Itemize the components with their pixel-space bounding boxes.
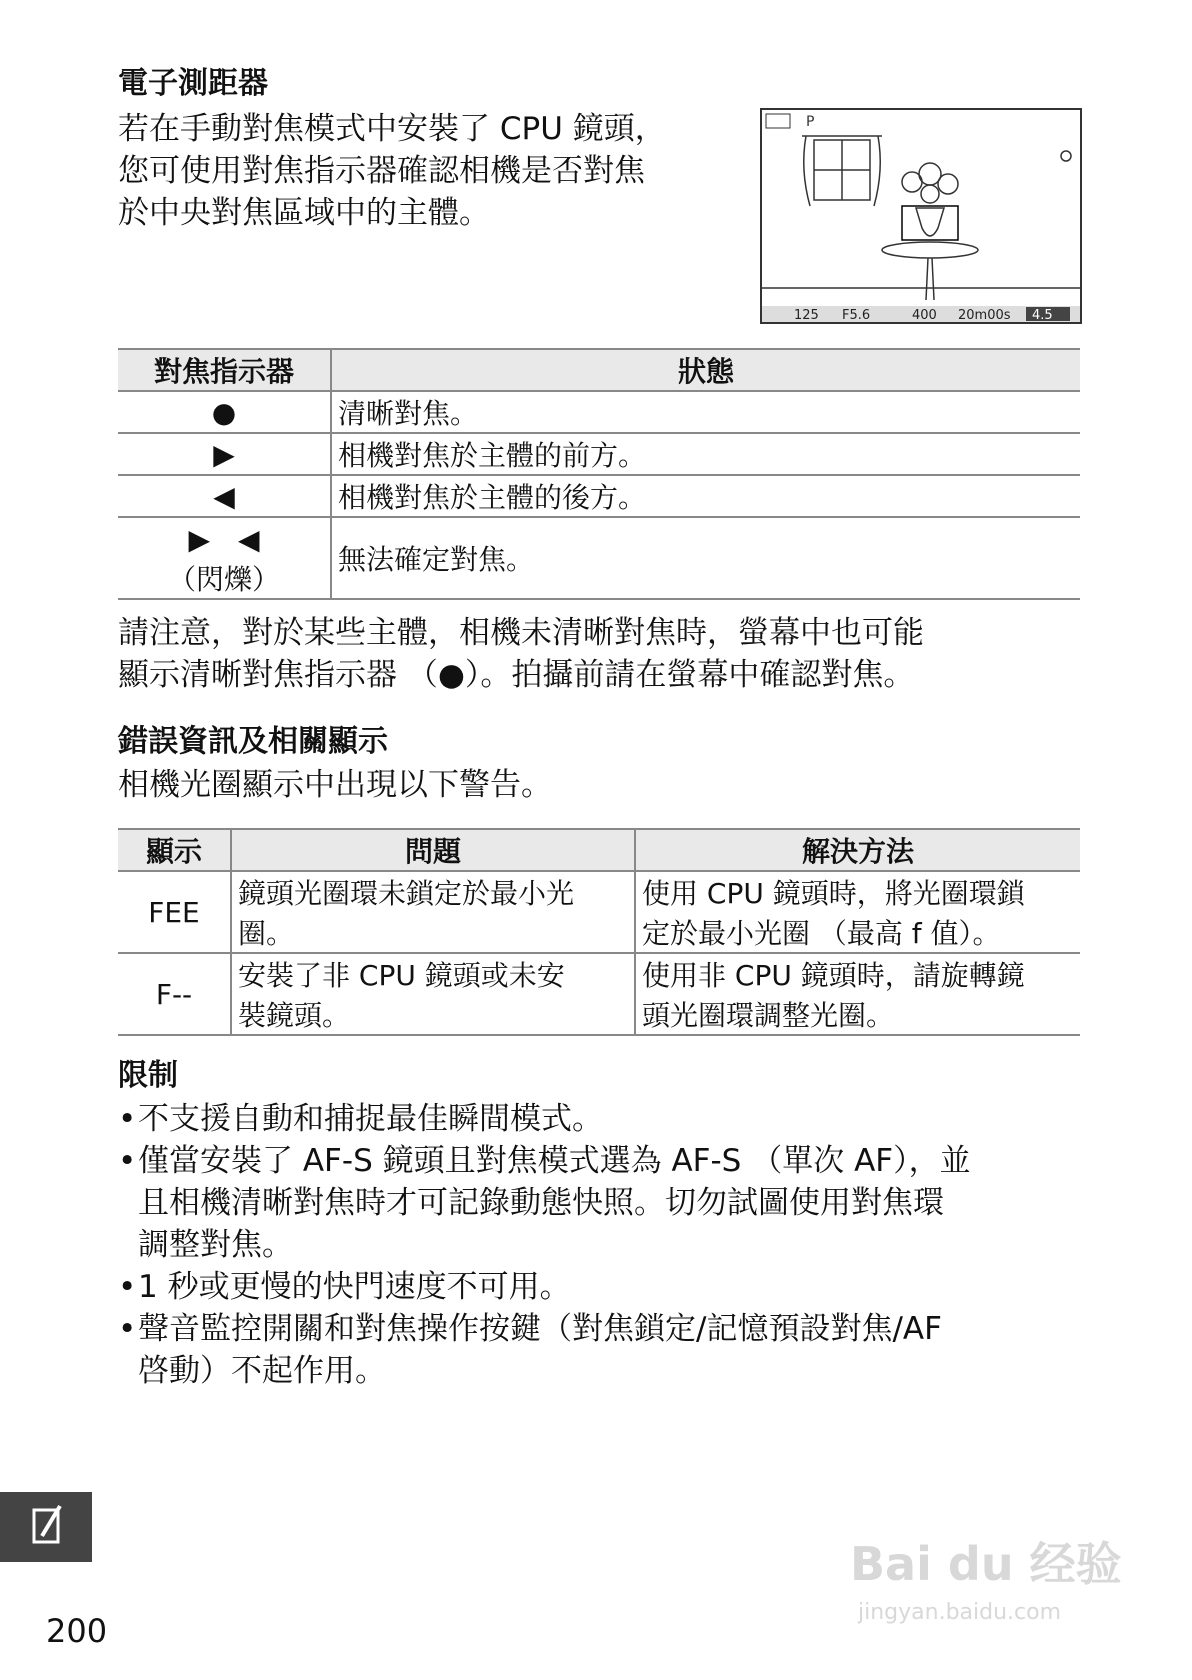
table-row bbox=[118, 391, 1080, 433]
list-item bbox=[118, 1266, 1088, 1308]
indicator-status: 清晰對焦。 bbox=[331, 391, 1080, 433]
time-readout: 20m00s bbox=[958, 308, 1011, 322]
text-line: 顯示清晰對焦指示器 （●）。拍攝前請在螢幕中確認對焦。 bbox=[118, 657, 915, 693]
bullet-icon: • bbox=[118, 1101, 137, 1137]
text-line: 1 秒或更慢的快門速度不可用。 bbox=[138, 1269, 571, 1305]
indicator-note: （閃爍） bbox=[167, 563, 280, 596]
shutter-readout: 125 bbox=[794, 308, 819, 322]
text-line: 調整對焦。 bbox=[138, 1227, 293, 1263]
restrictions-title: 限制 bbox=[118, 1058, 178, 1093]
iso-readout: 400 bbox=[912, 308, 937, 322]
text-line: 若在手動對焦模式中安裝了 CPU 鏡頭， bbox=[118, 111, 666, 147]
watermark-brand: Bai du 经验 bbox=[850, 1537, 1122, 1591]
table-header: 問題 bbox=[231, 829, 635, 871]
text-line: 您可使用對焦指示器確認相機是否對焦 bbox=[118, 153, 645, 189]
error-problem bbox=[231, 953, 635, 1035]
rangefinder-text bbox=[118, 108, 758, 234]
text-line: 定於最小光圈 （最高 f 值）。 bbox=[642, 917, 1001, 950]
indicator-status: 相機對焦於主體的後方。 bbox=[331, 475, 1080, 517]
text-line: 不支援自動和捕捉最佳瞬間模式。 bbox=[138, 1101, 603, 1137]
aperture-readout: F5.6 bbox=[842, 308, 871, 322]
live-view-icon bbox=[766, 114, 790, 128]
indicator-symbol: ◀ bbox=[118, 475, 331, 517]
bullet-icon: • bbox=[118, 1311, 137, 1347]
focus-indicator-table bbox=[118, 348, 1080, 600]
indicator-status: 無法確定對焦。 bbox=[331, 517, 1080, 599]
vase-icon bbox=[916, 208, 944, 236]
error-table bbox=[118, 828, 1080, 1036]
text-line: 使用 CPU 鏡頭時，將光圈環鎖 bbox=[642, 877, 1025, 910]
table-header: 對焦指示器 bbox=[118, 349, 331, 391]
focus-indicator-icon bbox=[1061, 151, 1071, 161]
section-tab bbox=[0, 1492, 92, 1562]
mode-letter: P bbox=[806, 114, 815, 130]
indicator-symbol: ● bbox=[118, 391, 331, 433]
text-line: 且相機清晰對焦時才可記錄動態快照。切勿試圖使用對焦環 bbox=[138, 1185, 944, 1221]
list-item bbox=[118, 1098, 1088, 1140]
table-header: 解決方法 bbox=[635, 829, 1080, 871]
list-item bbox=[118, 1308, 1088, 1392]
text-line: 鏡頭光圈環未鎖定於最小光 bbox=[238, 877, 575, 910]
rangefinder-title: 電子測距器 bbox=[118, 66, 268, 101]
text-line: 僅當安裝了 AF-S 鏡頭且對焦模式選為 AF-S （單次 AF），並 bbox=[138, 1143, 971, 1179]
errors-title: 錯誤資訊及相關顯示 bbox=[118, 724, 388, 759]
text-line: 於中央對焦區域中的主體。 bbox=[118, 195, 490, 231]
page-number: 200 bbox=[46, 1612, 108, 1650]
indicator-status: 相機對焦於主體的前方。 bbox=[331, 433, 1080, 475]
watermark-url: jingyan.baidu.com bbox=[858, 1600, 1062, 1625]
camera-viewer-illustration bbox=[760, 108, 1082, 324]
focus-note bbox=[118, 612, 1088, 696]
text-line: 請注意，對於某些主體，相機未清晰對焦時，螢幕中也可能 bbox=[118, 615, 924, 651]
table-row bbox=[118, 475, 1080, 517]
error-solution bbox=[635, 871, 1080, 953]
bullet-icon: • bbox=[118, 1143, 137, 1179]
zoom-readout: 4.5 bbox=[1032, 308, 1053, 322]
error-display: F-- bbox=[118, 953, 231, 1035]
text-line: 裝鏡頭。 bbox=[238, 999, 351, 1032]
text-line: 聲音監控開關和對焦操作按鍵（對焦鎖定/記憶預設對焦/AF bbox=[138, 1311, 942, 1347]
scene-illustration bbox=[762, 110, 1080, 322]
table-row bbox=[118, 517, 1080, 599]
table-row bbox=[118, 433, 1080, 475]
errors-intro: 相機光圈顯示中出現以下警告。 bbox=[118, 767, 552, 803]
table-header: 狀態 bbox=[331, 349, 1080, 391]
error-solution bbox=[635, 953, 1080, 1035]
list-item bbox=[118, 1140, 1088, 1266]
notes-icon bbox=[0, 1492, 92, 1562]
table-icon bbox=[882, 242, 978, 258]
table-row bbox=[118, 871, 1080, 953]
text-line: 啓動）不起作用。 bbox=[138, 1353, 386, 1389]
restrictions-list bbox=[118, 1098, 1088, 1392]
error-problem bbox=[231, 871, 635, 953]
bullet-icon: • bbox=[118, 1269, 137, 1305]
indicator-symbol: ▶ ◀ bbox=[188, 523, 260, 556]
table-header: 顯示 bbox=[118, 829, 231, 871]
indicator-symbol: ▶ bbox=[118, 433, 331, 475]
indicator-symbol-cell bbox=[118, 517, 331, 599]
text-line: 安裝了非 CPU 鏡頭或未安 bbox=[238, 959, 565, 992]
text-line: 圈。 bbox=[238, 917, 295, 950]
text-line: 頭光圈環調整光圈。 bbox=[642, 999, 895, 1032]
text-line: 使用非 CPU 鏡頭時，請旋轉鏡 bbox=[642, 959, 1025, 992]
error-display: FEE bbox=[118, 871, 231, 953]
table-row bbox=[118, 953, 1080, 1035]
